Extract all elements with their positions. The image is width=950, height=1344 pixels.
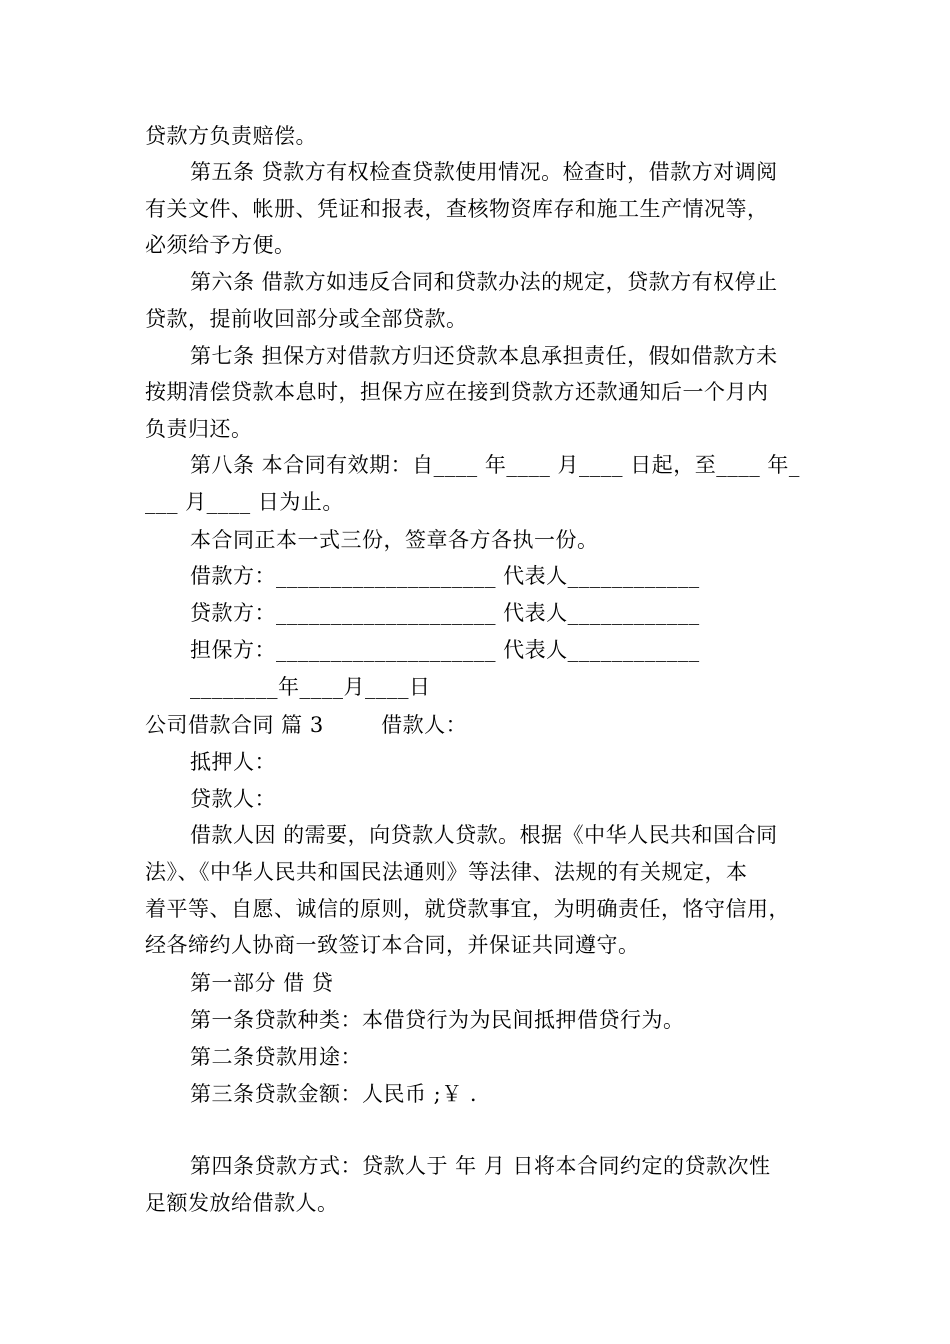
- text-line: 有关文件、帐册、凭证和报表，查核物资库存和施工生产情况等，: [145, 197, 769, 221]
- clause-5-line: 第五条 贷款方有权检查贷款使用情况。检查时，借款方对调阅: [190, 160, 778, 184]
- text-line: 负责归还。: [145, 417, 253, 441]
- text-line: 按期清偿贷款本息时，担保方应在接到贷款方还款通知后一个月内: [145, 380, 769, 404]
- copies-line: 本合同正本一式三份，签章各方各执一份。: [190, 528, 599, 552]
- text-line: 经各缔约人协商一致签订本合同，并保证共同遵守。: [145, 933, 640, 957]
- text-line: 法》、《中华人民共和国民法通则》等法律、法规的有关规定，本: [145, 860, 748, 884]
- lender-signature-line: 贷款方：____________________ 代表人____________: [190, 601, 700, 625]
- clause-7-line: 第七条 担保方对借款方归还贷款本息承担责任，假如借款方未: [190, 344, 778, 368]
- text-line: 贷款，提前收回部分或全部贷款。: [145, 307, 468, 331]
- clause-6-line: 第六条 借款方如违反合同和贷款办法的规定，贷款方有权停止: [190, 270, 778, 294]
- lender-line: 贷款人：: [190, 787, 276, 811]
- text-line: 必须给予方便。: [145, 233, 296, 257]
- article-4-line: 第四条贷款方式：贷款人于 年 月 日将本合同约定的贷款次性: [190, 1154, 771, 1178]
- text-line: 着平等、自愿、诚信的原则，就贷款事宜，为明确责任，恪守信用，: [145, 897, 790, 921]
- text-line: 足额发放给借款人。: [145, 1191, 339, 1215]
- article-2-line: 第二条贷款用途：: [190, 1045, 362, 1069]
- date-line: ________年____月____日: [190, 675, 431, 699]
- article-3-line: 第三条贷款金额：人民币 ;￥ .: [190, 1082, 478, 1106]
- part-heading: 第一部分 借 贷: [190, 971, 334, 995]
- article-1-line: 第一条贷款种类：本借贷行为为民间抵押借贷行为。: [190, 1008, 685, 1032]
- text-line: 贷款方负责赔偿。: [145, 124, 317, 148]
- text-line: ___ 月____ 日为止。: [145, 490, 344, 514]
- section-heading: 公司借款合同 篇 3 借款人：: [145, 713, 468, 737]
- borrower-signature-line: 借款方：____________________ 代表人____________: [190, 564, 700, 588]
- guarantor-signature-line: 担保方：____________________ 代表人____________: [190, 638, 700, 662]
- mortgagor-line: 抵押人：: [190, 750, 276, 774]
- preamble-line: 借款人因 的需要，向贷款人贷款。根据《中华人民共和国合同: [190, 823, 778, 847]
- clause-8-line: 第八条 本合同有效期：自____ 年____ 月____ 日起，至____ 年_: [190, 453, 800, 477]
